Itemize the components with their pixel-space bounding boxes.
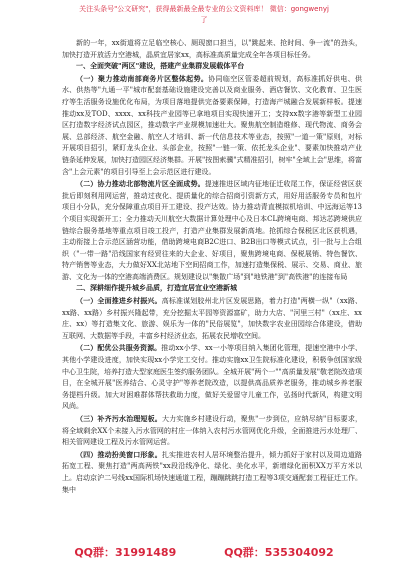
subheading: （二）配优公共服务资源。	[76, 343, 162, 353]
subheading: （二）协力推动北部物流片区全面成势。	[76, 179, 205, 189]
paragraph-text: 大力实施乡村建设行动，聚焦"一步到位，应纳尽纳"目标要求，将全域剩余XX个未接入污水管网的村庄一体纳入农村污水管网优化升级，全面推进污水处理厂、相关管网建设工程及污水管网运营。	[62, 415, 362, 447]
footer-contacts	[0, 544, 408, 566]
paragraph-public-services	[62, 342, 362, 413]
top-banner	[0, 0, 408, 34]
subheading: （四）推动扮美窗口形象。	[76, 449, 162, 459]
paragraph-sewage	[62, 413, 362, 449]
paragraph-text: 高标准谋划胶州北片区发展思路，着力打造"两横一纵"（xx路、xx路、xx路）乡村振兴隆起带，充分挖掘太平园等资源富矿，助力大店、"河里三村"（xx庄、xx庄、xx）等打造集文化、旅游、娱乐为一体的"民俗展览"，加快数字农业田园综合体建设，借助互联网、大数据等手段，丰富乡村经济业态，拓展农民增收空间。	[62, 297, 362, 340]
section-heading-1: 一、全面突破"两区"建设，搭建产业集群发展载体平台	[76, 62, 245, 71]
document-body	[62, 38, 362, 538]
paragraph-text: 扎实推进农村人居环境整治提升，倾力抓好于家村以及周边道路拓宽工程、聚焦打造"两高两铁"xx段沿线净化、绿化、美化水平，新增绿化面积XX万平方米以上。启动京沪二号线xx国际机场快速通道工程，蹦蹦跳跳打造工程等3项交通配套工程征迁工作。集中	[62, 450, 362, 494]
subheading: （三）补齐污水治理短板。	[76, 414, 162, 423]
paragraph-intro: 新的一年，xx街道将立足临空核心、厕现窗口担当，以"跳起来、抢时间、争一流"的劲头，加快打造开放活力空港城，晶质宜居家xx，高标准高质量完成全年各项目标任务。	[62, 39, 362, 59]
promo-line: 关注头条号"公文研究"，获得最新最全最专业的公文资料库！ 微信：gongwenyj	[79, 5, 329, 13]
paragraph-text: 推动xx小学、xx一小等项目纳入集团化管理，提速空港中小学、其他小学建设进度，加快实现xx小学完工交付。推动实施xx卫生院标准化建设，积极争创国家级中心卫生院，培养打造大型家庭医生签约服务团队。全城开展"两个一""高质量发展"敬老院改造项目，在全城开展"医养结合、心灵守护"等养老院改造，以提供高品质养老服务，推动城乡养老服务提档升级。加大对困难群体帮扶救助力度，做好关爱留守儿童工作，弘扬时代新风，构建文明风尚。	[62, 344, 362, 411]
paragraph-rural	[62, 295, 362, 342]
subheading: （一）全面推进乡村振兴。	[76, 296, 162, 306]
qq-group-2: QQ群：535304092	[224, 546, 334, 559]
promo-line-2: 了	[200, 16, 208, 24]
section-heading-2: 二、深耕细作提升城乡品质，打造宜居宜业空港新城	[76, 284, 237, 293]
paragraph-text: 协同临空区管委超前规划，高标准抓好供电、供水、供热等"九通一平"城市配套基础设施建设完善以及商业服务、酒店餐饮、文化教育、卫生医疗等生活服务设施优化布局，为项目落地提供完备要素保障，打造海产城融合发展新样板。提速推动xx及TOD、xxxx、xx科技产业园等已拿地项目实现快速开工；支持xx数字港等新型工业园区打造数字经济试点园区，推动数字产业规模加速壮大。聚焦航空制造维修、现代物流、商务会展、总部经济、航空金融、航空人才培训、新一代信息技术等业态，按照"一道一策"原则，对标开展项目招引，紧盯龙头企业、头部企业，按照"一链一策、依托龙头企业"、要素加快推动产业链条延伸发展，加快打造园区经济集群。开展"按图索骥"式精准招引，树牢"全域上会"思维，将富含"上会元素"的项目引导至上会示范区进行建设。	[62, 74, 362, 176]
subheading: （一）聚力推动南部商务片区整体起势。	[76, 73, 209, 83]
qq-group-1: QQ群：31991489	[74, 546, 177, 559]
paragraph-image	[62, 449, 362, 496]
paragraph-north-district	[62, 178, 362, 283]
paragraph-text: 提速推进区域内征地征迁收尾工作，保证经营区获批后即刻利用网运营，推动过夜化、提质量化的综合招商引资新方式，用好用活服务专员和包片项目小分队，充分保障重点项目开工建设、投产达效。协力推动青直模拟机培训、中远海运等13个项目实现新开工；全力推动天川航空大数据计算处理中心及日本CL跨境电商、邦达芯跨境供应链综合服务基地等重点项目竣工投产，打造产业集群发展新高地。抢抓综合保税区北区获机遇，主动衔接上合示范区涵营功能，借助跨境电商B2C进口、B2B出口等模式试点，引一批与上合组织（"一带一路"沿线国家有经贸往来的大企业、好项目，聚焦跨境电商、保税展销、特色餐饮、特产销售等业态，大力做好XX北站地下空间招商工作，加速打造集保税、展示、交易、商业、旅游、文化为一体的空港高端消费区。规划建设以"集散广场"到"地铁港"到"高铁港"的连接布局	[62, 180, 362, 281]
paragraph-south-district	[62, 73, 362, 178]
